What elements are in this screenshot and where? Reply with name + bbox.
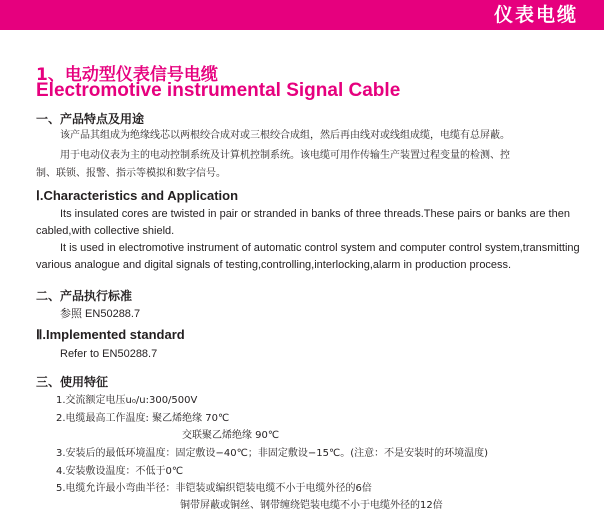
features-para2-en-line1: It is used in electromotive instrument of automatic control system and computer control system,transmitting — [60, 242, 580, 254]
standard-heading-en: Ⅱ.Implemented standard — [36, 327, 185, 342]
features-heading-cn: 一、产品特点及用途 — [36, 112, 145, 126]
usage-item: 3.安装后的最低环境温度：固定敷设−40℃；非固定敷设−15℃。(注意：不是安装时的环境温度) — [56, 448, 489, 459]
features-heading-en: Ⅰ.Characteristics and Application — [36, 188, 239, 203]
section-title-cn: 1、电动型仪表信号电缆 — [36, 65, 218, 85]
section-title-en: Electromotive instrumental Signal Cable — [36, 80, 401, 101]
usage-item: 1.交流额定电压u₀/u:300/500V — [56, 395, 198, 406]
features-para1-en-line1: Its insulated cores are twisted in pair or stranded in banks of three threads.These pairs or banks are then — [60, 208, 570, 220]
usage-item: 铜带屏蔽或铜丝、钢带缠绕铠装电缆不小于电缆外径的12倍 — [180, 500, 443, 511]
usage-item: 5.电缆允许最小弯曲半径：非铠装或编织铠装电缆不小于电缆外径的6倍 — [56, 483, 372, 494]
features-para2-en-line2: various analogue and digital signals of testing,controlling,interlocking,alarm in production process. — [36, 259, 512, 271]
standard-text-en: Refer to EN50288.7 — [60, 348, 158, 360]
features-para2-cn-line1: 用于电动仪表为主的电动控制系统及计算机控制系统。该电缆可用作传输生产装置过程变量的检测、控 — [60, 150, 510, 161]
usage-item: 4.安装敷设温度：不低于0℃ — [56, 466, 184, 477]
usage-item: 交联聚乙烯绝缘 90℃ — [182, 430, 280, 441]
usage-heading-cn: 三、使用特征 — [36, 375, 109, 389]
usage-item: 2.电缆最高工作温度: 聚乙烯绝缘 70℃ — [56, 413, 230, 424]
features-para1-en-line2: cabled,with collective shield. — [36, 225, 175, 237]
standard-text-cn: 参照 EN50288.7 — [60, 308, 141, 320]
features-para2-cn-line2: 制、联锁、报警、指示等模拟和数字信号。 — [36, 168, 226, 179]
header-title: 仪表电缆 — [493, 4, 578, 26]
standard-heading-cn: 二、产品执行标准 — [36, 289, 133, 303]
header-bar — [0, 0, 604, 30]
features-para1-cn: 该产品其组成为绝缘线芯以两根绞合成对或三根绞合成组，然后再由线对或线组成缆，电缆有总屏蔽。 — [60, 130, 510, 141]
